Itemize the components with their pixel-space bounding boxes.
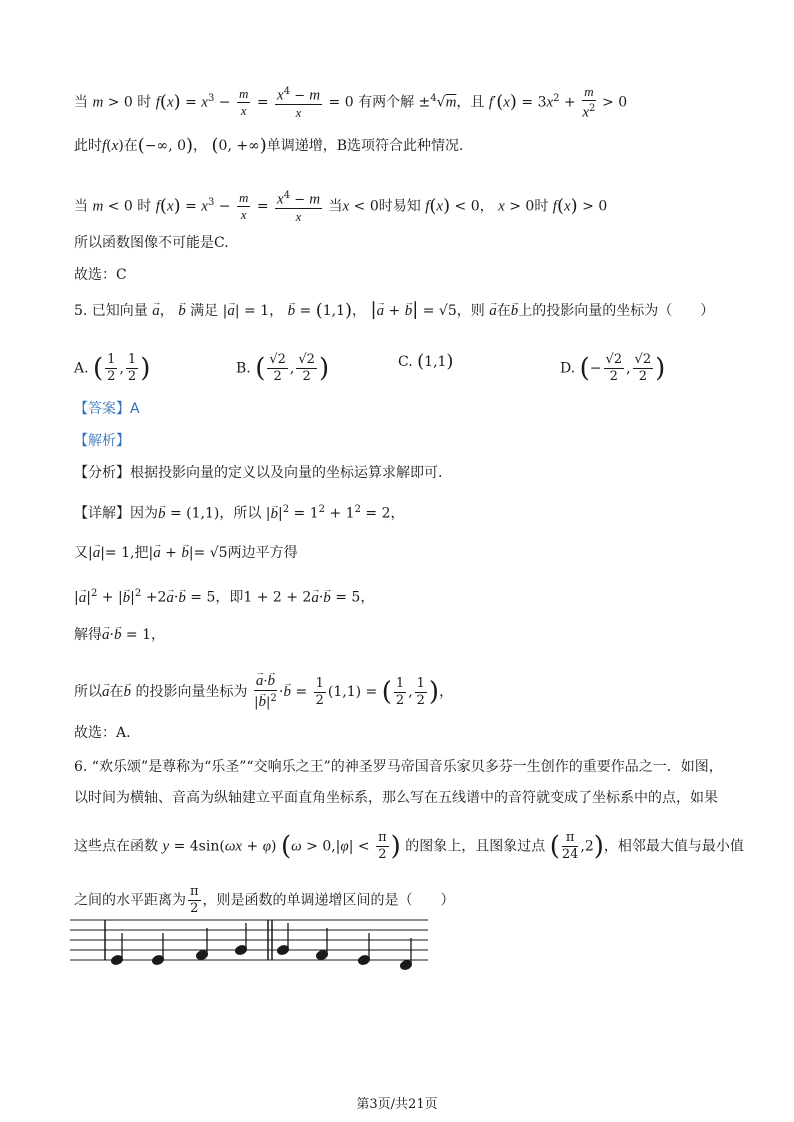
page-footer: 第3页/共21页: [356, 1097, 438, 1112]
q6-line-1: 6. “欢乐颂”是尊称为“乐圣”“交响乐之王”的神圣罗马帝国音乐家贝多芬一生创作的重要作品之一．如图，: [74, 759, 723, 775]
music-staff-figure: [70, 913, 430, 971]
detail-line-5: 所以→ a在→ b 的投影向量坐标为 → $\frac{a\cdot\to b}{|\to b|^2}$ ·→ b = $\frac{1}{2}$ (1,1) = ( $\frac{1}{2}$ , $\frac{1}{2}$ )，: [74, 673, 453, 711]
answer-tag: 【答案】A: [74, 401, 140, 417]
detail-line-1: 【详解】因为→ b = (1,1)，所以 |→ $b|^2 = 1^2 + 1^2 = 2$，: [74, 500, 404, 524]
detail-line-4: 解得→ a·→ b = 1，: [74, 625, 165, 645]
text-line-2: 此时f(x)在(−∞, 0)， (0, +∞)单调递增，B选项符合此种情况.: [74, 135, 464, 156]
detail-line-3: |→ $a|^2$ + |→ $b|^2 +2\to a\cdot\to b = 5$，即1 + 2 + 2→ a·→ b = 5，: [74, 584, 374, 608]
q6-line-2: 以时间为横轴、音高为纵轴建立平面直角坐标系，那么写在五线谱中的音符就变成了坐标系中的点，如果: [74, 790, 718, 806]
analysis-tag: 【解析】: [74, 433, 130, 449]
q5-stem: 5. 已知向量 → a， → b 满足 |→ a| = 1， → b = (1,1)， |→ a + → b| = √5，则 → a在→ b上的投影向量的坐标为（ ）: [74, 300, 714, 321]
text-line-4: 所以函数图像不可能是C.: [74, 235, 229, 251]
text-line-1: 当 m > 0 时 $f(x) = x^3$ − $\frac{m}{x}$ = $\frac{x^4 - m}{x}$ = 0 有两个解 ±$^4$√m，且 $f'(x) = 3x^2$ + $\frac{m}{x^2}$ > 0: [74, 84, 628, 121]
text-line-3: 当 m < 0 时 $f(x) = x^3$ − $\frac{m}{x}$ = $\frac{x^4 - m}{x}$ 当x < 0时易知 f(x) < 0， x > 0时 f(x) > 0: [74, 190, 608, 225]
q6-line-3: 这些点在函数 y = 4sin(ωx + φ) (ω > 0,|φ| < $\frac{\pi}{2}$ ) 的图象上，且图象过点 ( $\frac{\pi}{24}$ ,2)，相邻最大值与最小值: [74, 830, 744, 862]
detail-line-2: 又|→ a|= 1,把|→ a + → b|= √5两边平方得: [74, 543, 298, 563]
final-answer: 故选：A.: [74, 725, 131, 741]
staff-lines: [70, 920, 428, 960]
q6-line-4: 之间的水平距离为 $\frac{\pi}{2}$ ，则是函数的单调递增区间的是（ ）: [74, 884, 455, 916]
option-c: C. (1,1): [398, 351, 454, 372]
option-b: B. ( $\frac{√2}{2}$ , $\frac{√2}{2}$ ): [236, 352, 330, 384]
option-d: D. (− $\frac{√2}{2}$ , $\frac{√2}{2}$ ): [560, 352, 666, 384]
text-line-5: 故选：C: [74, 267, 127, 283]
analysis-text: 【分析】根据投影向量的定义以及向量的坐标运算求解即可.: [74, 465, 443, 481]
option-a: A. ( $\frac{1}{2}$ , $\frac{1}{2}$ ): [74, 352, 151, 384]
